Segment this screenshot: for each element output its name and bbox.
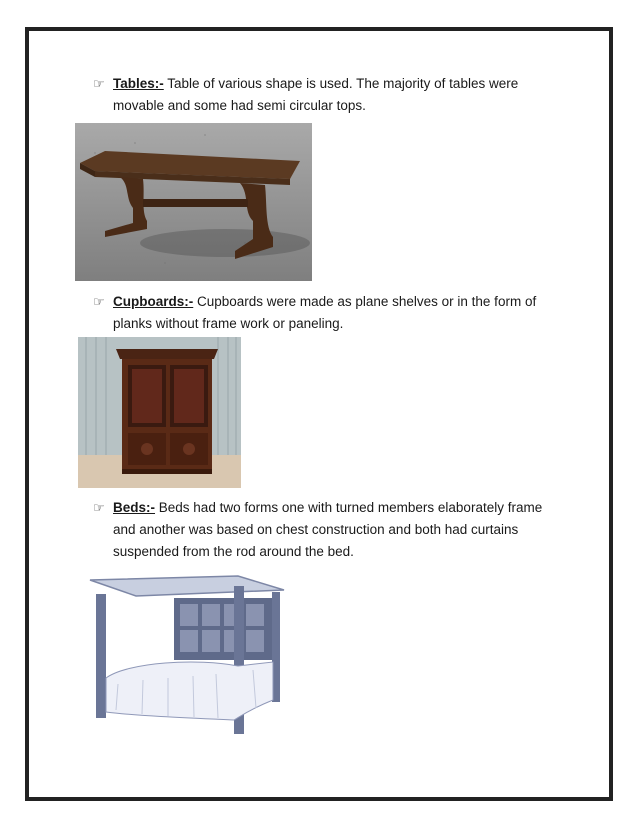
pointing-hand-icon: ☞ xyxy=(93,500,105,515)
bed-photo xyxy=(88,570,288,738)
description-tables: Table of various shape is used. The majority of tables were movable and some had semi circular tops. xyxy=(113,76,519,113)
pointing-hand-icon: ☞ xyxy=(93,294,105,309)
cupboard-photo xyxy=(78,337,241,488)
term-tables: Tables:- xyxy=(113,76,164,91)
description-cupboards: Cupboards were made as plane shelves or in the form of planks without frame work or paneling. xyxy=(113,294,537,331)
table-photo xyxy=(75,123,312,281)
term-beds: Beds:- xyxy=(113,500,156,515)
description-beds: Beds had two forms one with turned members elaborately frame and another was based on chest construction and both had curtains suspended from the rod around the bed. xyxy=(113,500,543,559)
term-cupboards: Cupboards:- xyxy=(113,294,194,309)
item-text xyxy=(113,73,553,117)
pointing-hand-icon: ☞ xyxy=(93,76,105,91)
item-text xyxy=(113,291,553,335)
item-text xyxy=(113,497,553,563)
